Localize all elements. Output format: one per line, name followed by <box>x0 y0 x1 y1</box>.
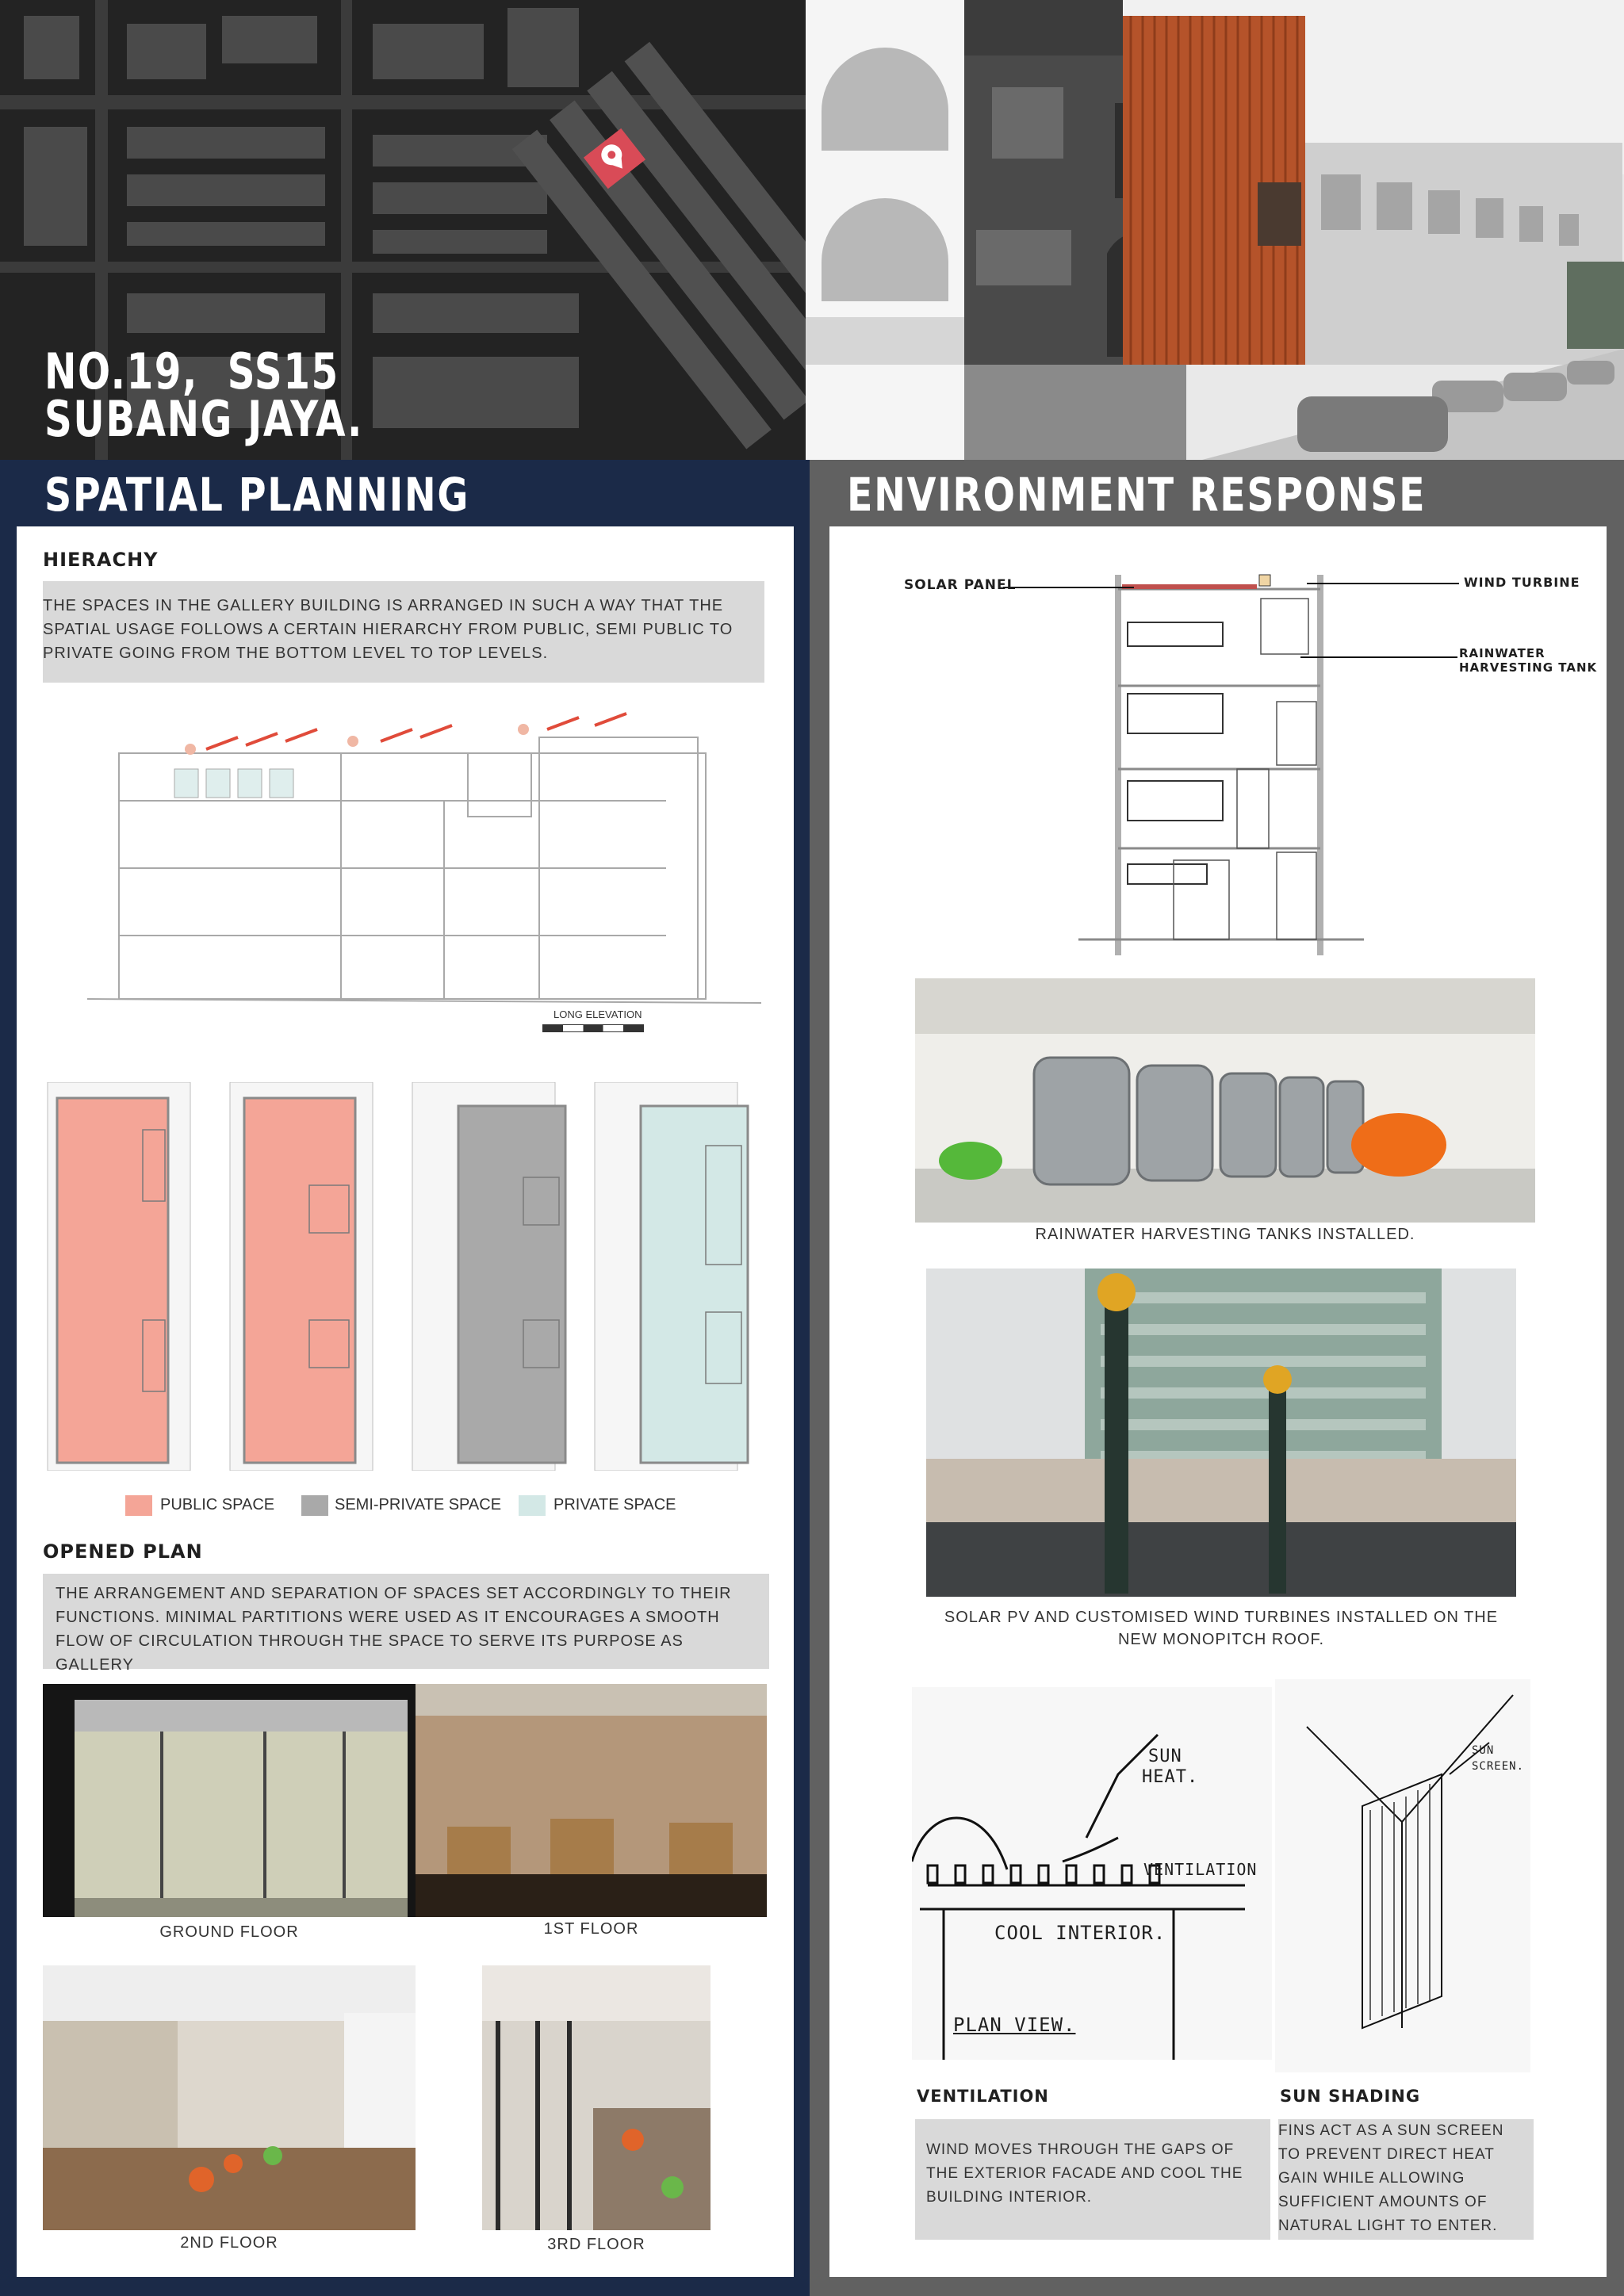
solar-pv-caption: SOLAR PV AND CUSTOMISED WIND TURBINES INSTALLED ON THE NEW MONOPITCH ROOF. <box>944 1609 1499 1648</box>
opened-plan-text: THE ARRANGEMENT AND SEPARATION OF SPACES SET ACCORDINGLY TO THEIR FUNCTIONS. MINIMAL PARTITIONS WERE USED AS IT ENCOURAGES A SMOOTH FLOW OF CIRCULATION THROUGH THE SPACE TO SERVE ITS PURPOSE AS GALLERY <box>56 1585 732 1674</box>
sketch-sun-screen-1: SUN <box>1472 1744 1495 1757</box>
sun-shading-sketch <box>1275 1679 1530 2072</box>
sun-shading-sketch-graphic <box>1275 1679 1530 2072</box>
hierarchy-text: THE SPACES IN THE GALLERY BUILDING IS ARRANGED IN SUCH A WAY THAT THE SPATIAL USAGE FOLLOWS A CERTAIN HIERARCHY FROM PUBLIC, SEMI PUBLIC TO PRIVATE GOING FROM THE BOTTOM LEVEL TO TOP LEVELS. <box>43 597 733 662</box>
opened-plan-title: OPENED PLAN <box>43 1540 203 1563</box>
solar-panel-label: SOLAR PANEL <box>904 577 1017 593</box>
environment-response-heading: ENVIRONMENT RESPONSE <box>847 468 1427 522</box>
hierarchy-text-box <box>43 581 764 683</box>
project-title-line1: NO.19, SS15 <box>44 342 339 400</box>
wind-turbine-leader <box>1307 583 1459 584</box>
legend-swatch-semi-private <box>301 1495 328 1516</box>
floor-plans-graphic <box>40 1082 769 1471</box>
hierarchy-title: HIERACHY <box>43 549 159 571</box>
legend-swatch-private <box>519 1495 546 1516</box>
legend-label-semi-private: SEMI-PRIVATE SPACE <box>335 1496 502 1513</box>
third-floor-photo <box>482 1965 710 2230</box>
long-elevation-drawing <box>79 706 761 1039</box>
sketch-plan-view: PLAN VIEW. <box>953 2014 1076 2036</box>
second-floor-graphic <box>43 1965 416 2230</box>
rainwater-tank-leader <box>1300 656 1457 658</box>
long-elevation-graphic <box>79 706 761 1039</box>
ventilation-text-box <box>915 2119 1270 2240</box>
ventilation-text: WIND MOVES THROUGH THE GAPS OF THE EXTERIOR FACADE AND COOL THE BUILDING INTERIOR. <box>926 2141 1243 2206</box>
floor-plans <box>40 1082 769 1471</box>
rainwater-tanks-graphic <box>915 978 1535 1223</box>
project-title-line2: SUBANG JAYA. <box>44 390 363 448</box>
wind-turbine-label: WIND TURBINE <box>1464 575 1580 590</box>
sun-shading-text: FINS ACT AS A SUN SCREEN TO PREVENT DIRECT HEAT GAIN WHILE ALLOWING SUFFICIENT AMOUNTS OF NATURAL LIGHT TO ENTER. <box>1278 2122 1504 2234</box>
second-floor-caption: 2ND FLOOR <box>180 2234 278 2252</box>
ground-floor-caption: GROUND FLOOR <box>159 1923 299 1941</box>
street-facade-graphic <box>806 0 1624 460</box>
first-floor-graphic <box>416 1684 767 1917</box>
street-facade-photo <box>806 0 1624 460</box>
legend <box>125 1494 728 1517</box>
wind-turbines-graphic <box>926 1269 1516 1597</box>
first-floor-photo <box>416 1684 767 1917</box>
legend-label-private: PRIVATE SPACE <box>553 1496 676 1513</box>
ground-floor-graphic <box>43 1684 416 1917</box>
sun-shading-text-box <box>1278 2119 1534 2240</box>
second-floor-photo <box>43 1965 416 2230</box>
ventilation-title: VENTILATION <box>917 2087 1049 2106</box>
ground-floor-photo <box>43 1684 416 1917</box>
building-section-graphic <box>1078 567 1364 955</box>
sketch-ventilation: VENTILATION <box>1143 1860 1258 1879</box>
sun-shading-title: SUN SHADING <box>1280 2087 1421 2106</box>
rainwater-caption: RAINWATER HARVESTING TANKS INSTALLED. <box>1035 1226 1415 1243</box>
wind-turbines-photo <box>926 1269 1516 1597</box>
rainwater-tanks-photo <box>915 978 1535 1223</box>
rainwater-label-line2: HARVESTING TANK <box>1459 660 1598 675</box>
building-section-drawing <box>1078 567 1364 955</box>
sketch-sun-heat-2: HEAT. <box>1142 1767 1199 1787</box>
first-floor-caption: 1ST FLOOR <box>543 1920 639 1938</box>
opened-plan-text-box <box>43 1574 769 1674</box>
long-elevation-label: LONG ELEVATION <box>553 1008 642 1020</box>
third-floor-caption: 3RD FLOOR <box>547 2236 645 2253</box>
sketch-sun-screen-2: SCREEN. <box>1472 1760 1525 1773</box>
sketch-sun-heat-1: SUN <box>1148 1747 1182 1766</box>
legend-label-public: PUBLIC SPACE <box>160 1496 275 1513</box>
solar-panel-leader <box>1003 587 1134 588</box>
sketch-cool-interior: COOL INTERIOR. <box>994 1922 1166 1944</box>
legend-swatch-public <box>125 1495 152 1516</box>
third-floor-graphic <box>482 1965 710 2230</box>
rainwater-label-line1: RAINWATER <box>1459 646 1545 660</box>
spatial-planning-heading: SPATIAL PLANNING <box>44 468 470 522</box>
elevation-scale-bar <box>542 1024 644 1032</box>
